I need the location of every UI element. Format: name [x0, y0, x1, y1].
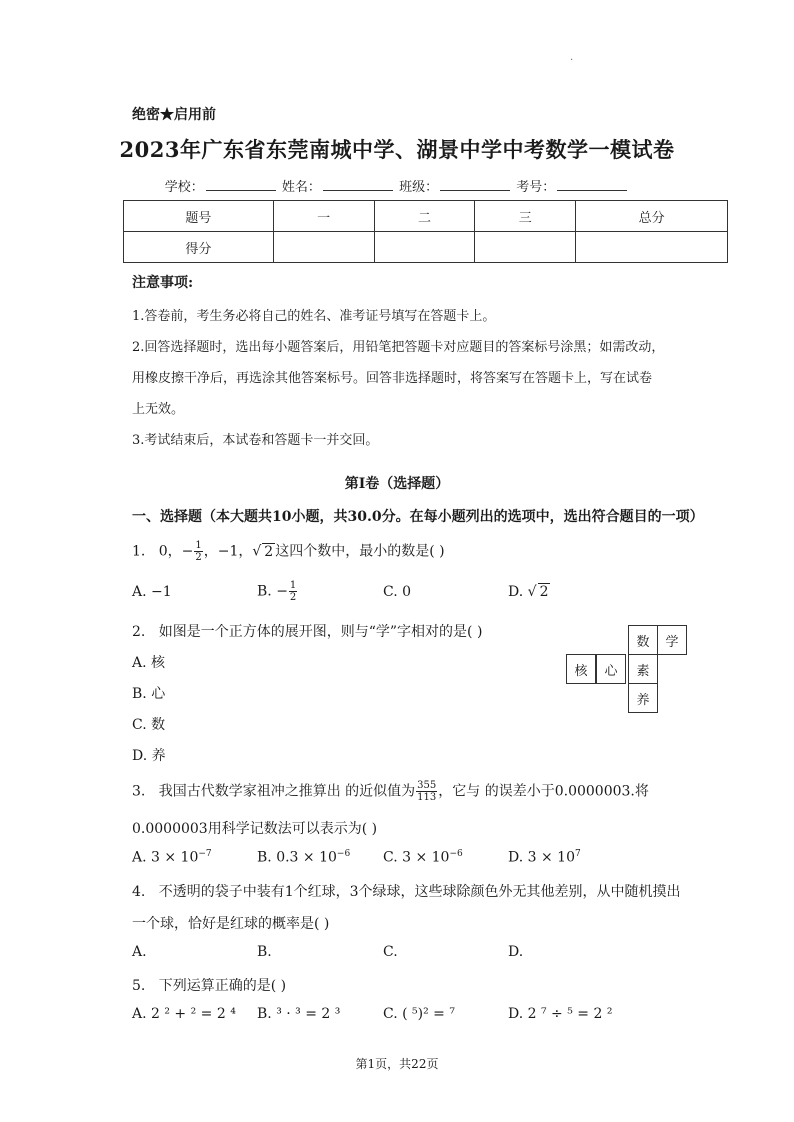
q1-text: ，−1， — [203, 543, 253, 560]
fraction-numerator: 1 — [195, 540, 202, 551]
notice-item-2-line-1: 2.回答选择题时，选出每小题答案后，用铅笔把答题卡对应题目的答案标号涂黑；如需改动， — [132, 340, 665, 355]
q5-option-b[interactable]: B. ³ · ³ = 2 ³ — [257, 1006, 341, 1022]
q3-option-b[interactable] — [257, 849, 350, 866]
question-2 — [132, 621, 482, 641]
score-table-score-row — [124, 232, 728, 263]
q4-option-c[interactable]: C. — [383, 944, 398, 960]
exponent: −6 — [336, 849, 351, 859]
school-blank — [206, 178, 276, 191]
question-number: 1. — [132, 543, 146, 560]
school-label: 学校： — [164, 180, 204, 195]
q4-text: 不透明的袋子中装有1个红球，3个绿球，这些球除颜色外无其他差别，从中随机摸出 — [158, 884, 681, 900]
q1-option-b[interactable] — [257, 580, 298, 603]
option-text: B. 0.3 × 10 — [257, 849, 337, 866]
notice-item-3: 3.考试结束后，本试卷和答题卡一并交回。 — [132, 433, 379, 448]
exponent: −7 — [198, 849, 212, 859]
fraction-numerator: 1 — [289, 580, 297, 591]
net-cell: 核 — [566, 654, 596, 684]
score-table-header-row — [124, 201, 728, 232]
fraction — [289, 580, 297, 603]
q1-option-a[interactable]: A. −1 — [132, 584, 172, 600]
notice-item-1: 1.答卷前，考生务必将自己的姓名、准考证号填写在答题卡上。 — [132, 309, 496, 324]
q3-option-c[interactable] — [383, 849, 463, 866]
page-footer: 第1页，共22页 — [355, 1057, 439, 1071]
name-label: 姓名： — [281, 180, 321, 195]
net-cell: 心 — [596, 654, 626, 684]
score-cell: 一 — [273, 201, 374, 232]
q4-option-b[interactable]: B. — [257, 944, 272, 960]
net-cell: 数 — [628, 625, 658, 655]
q3-option-d[interactable] — [508, 849, 581, 866]
option-text: A. 3 × 10 — [132, 849, 199, 866]
fraction-numerator: 355 — [417, 780, 437, 791]
question-5 — [132, 975, 286, 995]
fraction-denominator: 2 — [195, 552, 202, 563]
confidential-label: 绝密★启用前 — [132, 107, 216, 123]
student-info-line — [0, 176, 794, 195]
q2-option-c[interactable]: C. 数 — [132, 717, 166, 733]
sqrt-radicand: 2 — [264, 543, 274, 560]
exam-title: 2023年广东省东莞南城中学、湖景中学中考数学一模试卷 — [119, 137, 675, 162]
exponent: 7 — [574, 849, 581, 859]
notice-heading: 注意事项: — [132, 275, 194, 291]
score-cell: 得分 — [124, 232, 274, 263]
q2-text: 如图是一个正方体的展开图，则与“学”字相对的是( ) — [158, 624, 483, 640]
score-input-cell[interactable] — [475, 232, 576, 263]
q2-option-b[interactable]: B. 心 — [132, 686, 166, 702]
option-text: D. — [508, 584, 528, 600]
question-3-line-2: 0.0000003用科学记数法可以表示为( ) — [132, 821, 378, 837]
q2-option-a[interactable]: A. 核 — [132, 655, 166, 671]
q3-option-a[interactable] — [132, 849, 212, 866]
exponent: −6 — [449, 849, 463, 859]
score-input-cell[interactable] — [374, 232, 475, 263]
cube-net-figure — [566, 625, 690, 713]
question-1: 1. 0，− $\frac{1}{2}$ ，−1，√ 2 这四个数中，最小的数是( ) — [132, 540, 445, 563]
score-cell: 总分 — [576, 201, 728, 232]
fraction-denominator: 113 — [417, 792, 437, 803]
question-number: 5. — [132, 978, 146, 994]
part-heading: 一、选择题（本大题共10小题，共30.0分。在每小题列出的选项中，选出符合题目的一项） — [132, 509, 704, 525]
score-table — [123, 200, 728, 263]
score-cell: 二 — [374, 201, 475, 232]
question-4 — [132, 881, 681, 901]
q3-text: ，它与 的误差小于0.0000003.将 — [438, 783, 649, 800]
score-input-cell[interactable] — [273, 232, 374, 263]
fraction-denominator: 2 — [289, 592, 297, 603]
q1-option-d[interactable]: D. √ 2 — [508, 584, 549, 600]
exam-no-label: 考号： — [516, 180, 556, 195]
net-cell: 养 — [628, 683, 658, 713]
q2-option-d[interactable]: D. 养 — [132, 748, 166, 764]
q5-option-c[interactable]: C. ( ⁵)² = ⁷ — [383, 1006, 455, 1022]
notice-item-2-line-2: 用橡皮擦干净后，再选涂其他答案标号。回答非选择题时，将答案写在答题卡上，写在试卷 — [132, 371, 653, 386]
class-label: 班级： — [399, 180, 439, 195]
notice-item-2-line-3: 上无效。 — [132, 402, 185, 417]
section-title: 第I卷（选择题） — [344, 476, 450, 492]
q1-text: 这四个数中，最小的数是( ) — [275, 543, 445, 560]
q5-option-a[interactable]: A. 2 ² + ² = 2 ⁴ — [132, 1006, 236, 1022]
fraction — [194, 540, 202, 563]
question-number: 4. — [132, 884, 146, 900]
sqrt-radicand: 2 — [539, 584, 549, 600]
q4-option-a[interactable]: A. — [132, 944, 147, 960]
q1-text: 0，− — [158, 543, 194, 560]
name-blank — [323, 178, 393, 191]
q3-text: 我国古代数学家祖冲之推算出 的近似值为 — [158, 783, 416, 800]
q5-option-d[interactable]: D. 2 ⁷ ÷ ⁵ = 2 ² — [508, 1006, 613, 1022]
score-cell: 三 — [475, 201, 576, 232]
question-number: 3. — [132, 783, 146, 800]
question-4-line-2: 一个球，恰好是红球的概率是( ) — [132, 916, 330, 932]
score-cell: 题号 — [124, 201, 274, 232]
question-number: 2. — [132, 624, 146, 640]
fraction — [416, 780, 437, 803]
net-cell: 素 — [628, 654, 658, 684]
option-text: C. 3 × 10 — [383, 849, 450, 866]
net-cell: 学 — [657, 625, 687, 655]
question-3 — [132, 780, 649, 803]
q4-option-d[interactable]: D. — [508, 944, 524, 960]
class-blank — [440, 178, 510, 191]
option-text: B. − — [257, 583, 288, 600]
header-dot: . — [570, 52, 574, 63]
q1-option-c[interactable]: C. 0 — [383, 584, 412, 600]
exam-no-blank — [557, 178, 627, 191]
q5-text: 下列运算正确的是( ) — [158, 978, 287, 994]
option-text: D. 3 × 10 — [508, 849, 575, 866]
score-input-cell[interactable] — [576, 232, 728, 263]
